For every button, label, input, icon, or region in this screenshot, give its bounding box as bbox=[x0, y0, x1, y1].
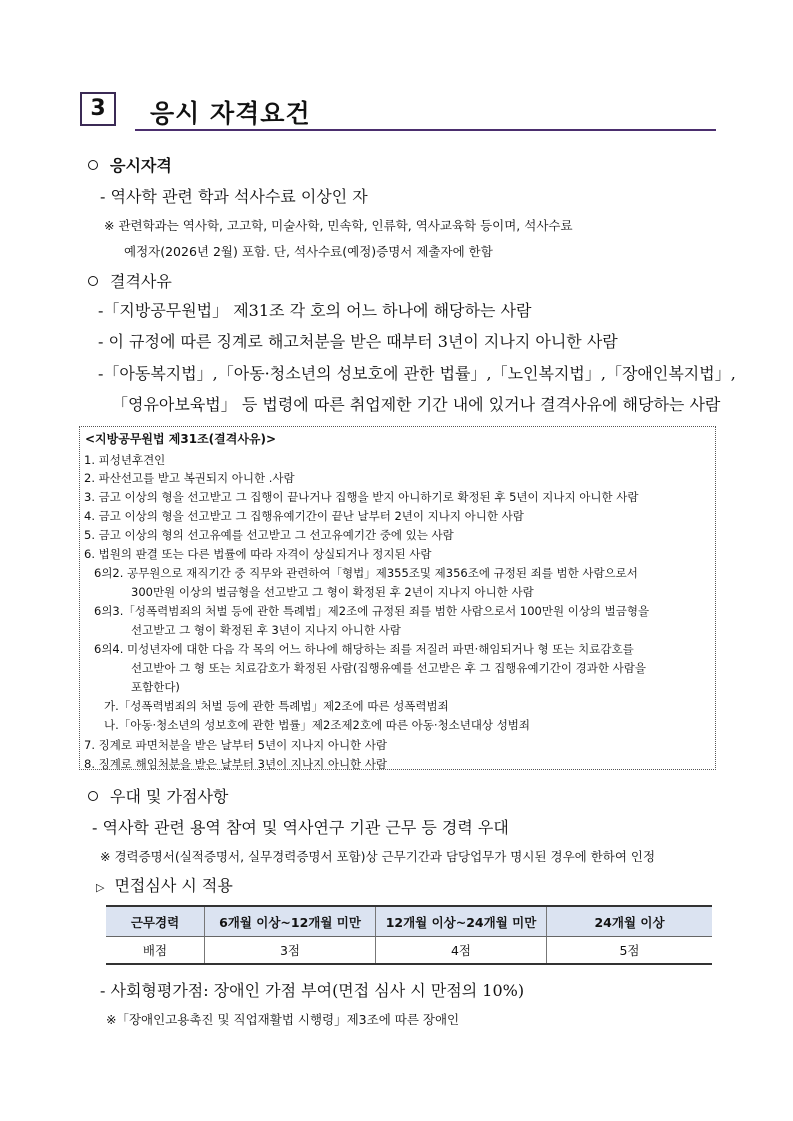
section-title-underline bbox=[135, 129, 716, 131]
preference-note: ※ 경력증명서(실적증명서, 실무경력증명서 포함)상 근무기간과 담당업무가 명시된 경우에 한하여 인정 bbox=[100, 849, 656, 864]
table-header: 6개월 이상~12개월 미만 bbox=[205, 906, 376, 937]
circle-bullet-icon bbox=[88, 160, 98, 170]
disqualification-item: -「아동복지법」,「아동·청소년의 성보호에 관한 법률」,「노인복지법」,「장애인복지법」, bbox=[98, 364, 736, 383]
disqualification-item: -「지방공무원법」 제31조 각 호의 어느 하나에 해당하는 사람 bbox=[98, 301, 532, 320]
career-score-table bbox=[106, 905, 712, 965]
law-line: 선고받아 그 형 또는 치료감호가 확정된 사람(집행유예를 선고받은 후 그 집행유예기간이 경과한 사람을 bbox=[131, 661, 646, 675]
section-title: 응시 자격요건 bbox=[150, 99, 311, 128]
qualification-heading: 응시자격 bbox=[88, 153, 172, 176]
disqualification-heading: 결격사유 bbox=[88, 269, 172, 292]
circle-bullet-icon bbox=[88, 276, 98, 286]
table-header-row bbox=[106, 906, 712, 937]
law-line: 포함한다) bbox=[131, 680, 180, 694]
law-line: 3. 금고 이상의 형을 선고받고 그 집행이 끝나거나 집행을 받지 아니하기로 확정된 후 5년이 지나지 아니한 사람 bbox=[84, 490, 639, 504]
law-line: 4. 금고 이상의 형을 선고받고 그 집행유예기간이 끝난 날부터 2년이 지나지 아니한 사람 bbox=[84, 509, 524, 523]
law-line: 2. 파산선고를 받고 복권되지 아니한 .사람 bbox=[84, 471, 295, 485]
table-row bbox=[106, 937, 712, 965]
law-line: 1. 피성년후견인 bbox=[84, 453, 166, 467]
social-equity-note: ※「장애인고용촉진 및 직업재활법 시행령」제3조에 따른 장애인 bbox=[106, 1012, 460, 1027]
law-line: 6의2. 공무원으로 재직기간 중 직무와 관련하여「형법」제355조및 제356조에 규정된 죄를 범한 사람으로서 bbox=[94, 566, 638, 580]
law-line: 8. 징계로 해임처분을 받은 날부터 3년이 지나지 아니한 사람 bbox=[84, 757, 388, 771]
table-header: 12개월 이상~24개월 미만 bbox=[376, 906, 547, 937]
table-cell: 배점 bbox=[106, 937, 205, 965]
circle-bullet-icon bbox=[88, 791, 98, 801]
social-equity-item: - 사회형평가점: 장애인 가점 부여(면접 심사 시 만점의 10%) bbox=[100, 981, 525, 1000]
table-cell: 3점 bbox=[205, 937, 376, 965]
table-header: 24개월 이상 bbox=[547, 906, 713, 937]
law-line: 6의4. 미성년자에 대한 다음 각 목의 어느 하나에 해당하는 죄를 저질러 파면·해임되거나 형 또는 치료감호를 bbox=[94, 642, 634, 656]
law-line: 6. 법원의 판결 또는 다른 법률에 따라 자격이 상실되거나 정지된 사람 bbox=[84, 547, 432, 561]
law-line: 가.「성폭력범죄의 처벌 등에 관한 특례법」제2조에 따른 성폭력범죄 bbox=[104, 699, 449, 713]
table-cell: 5점 bbox=[547, 937, 713, 965]
table-cell: 4점 bbox=[376, 937, 547, 965]
law-line: 6의3.「성폭력범죄의 처벌 등에 관한 특례법」제2조에 규정된 죄를 범한 사람으로서 100만원 이상의 벌금형을 bbox=[94, 604, 650, 618]
law-line: 5. 금고 이상의 형의 선고유예를 선고받고 그 선고유예기간 중에 있는 사람 bbox=[84, 528, 454, 542]
law-line: 나.「아동·청소년의 성보호에 관한 법률」제2조제2호에 따른 아동·청소년대상 성범죄 bbox=[104, 718, 531, 732]
law-line: 300만원 이상의 벌금형을 선고받고 그 형이 확정된 후 2년이 지나지 아니한 사람 bbox=[131, 585, 534, 599]
disqualification-item-continued: 「영유아보육법」 등 법령에 따른 취업제한 기간 내에 있거나 결격사유에 해당하는 사람 bbox=[112, 395, 721, 414]
law-line: 7. 징계로 파면처분을 받은 날부터 5년이 지나지 아니한 사람 bbox=[84, 738, 388, 752]
preference-item: - 역사학 관련 용역 참여 및 역사연구 기관 근무 등 경력 우대 bbox=[92, 818, 509, 837]
qualification-item: - 역사학 관련 학과 석사수료 이상인 자 bbox=[100, 187, 368, 206]
disqualification-item: - 이 규정에 따른 징계로 해고처분을 받은 때부터 3년이 지나지 아니한 사람 bbox=[98, 332, 618, 351]
qualification-note-line2: 예정자(2026년 2월) 포함. 단, 석사수료(예정)증명서 제출자에 한함 bbox=[124, 244, 493, 259]
law-line: 선고받고 그 형이 확정된 후 3년이 지나지 아니한 사람 bbox=[131, 623, 401, 637]
section-number-box: 3 bbox=[80, 92, 116, 126]
interview-sub-heading: ▷ 면접심사 시 적용 bbox=[96, 876, 233, 895]
triangle-right-icon: ▷ bbox=[96, 881, 105, 894]
preference-heading: 우대 및 가점사항 bbox=[88, 784, 228, 807]
qualification-note-line1: ※ 관련학과는 역사학, 고고학, 미술사학, 민속학, 인류학, 역사교육학 등이며, 석사수료 bbox=[104, 218, 573, 233]
table-header: 근무경력 bbox=[106, 906, 205, 937]
law-box-title: <지방공무원법 제31조(결격사유)> bbox=[85, 432, 277, 446]
